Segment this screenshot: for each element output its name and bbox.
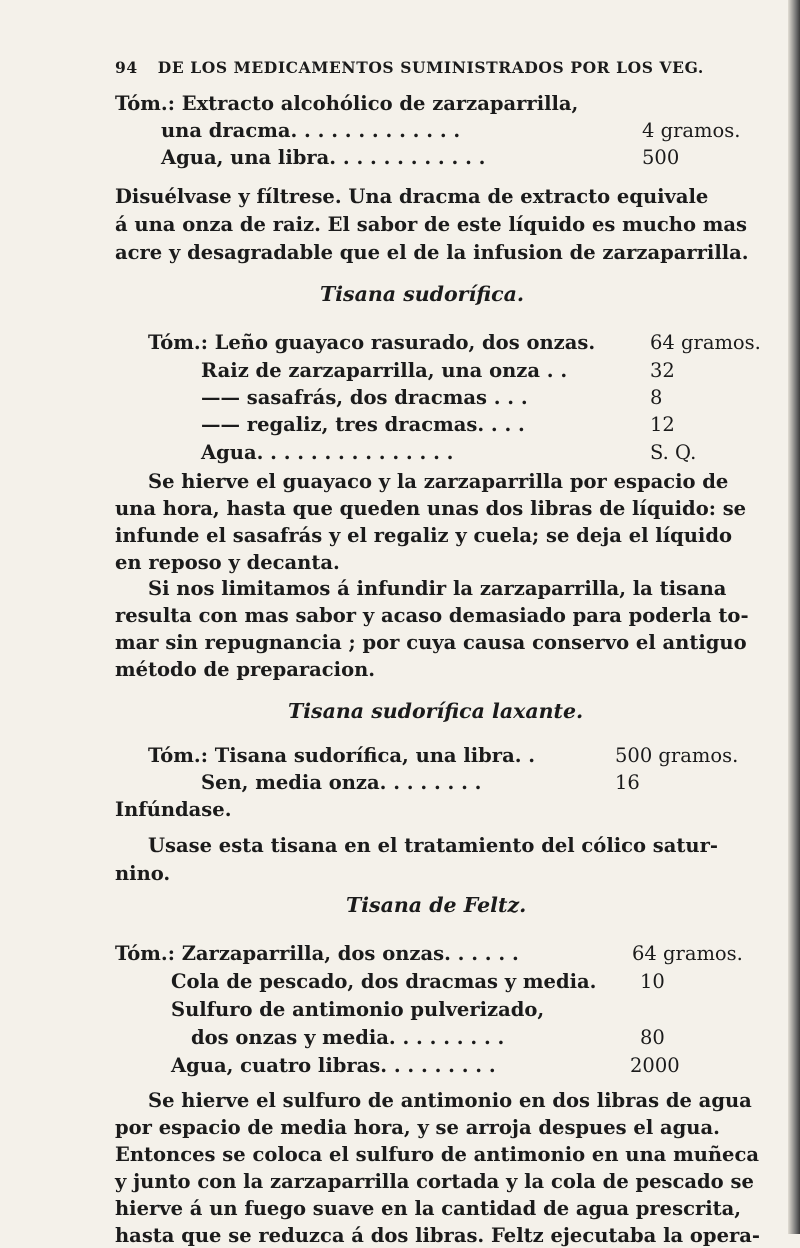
recipe3-line1: Tóm.: Tisana sudorífica, una libra. . (148, 744, 536, 767)
heading-tisana-de-feltz: Tisana de Feltz. (346, 893, 527, 917)
recipe2-line3-amount: 8 (650, 386, 663, 409)
recipe4-line4: dos onzas y media. . . . . . . . . (191, 1026, 505, 1049)
recipe4-line2: Cola de pescado, dos dracmas y media. (171, 970, 597, 993)
recipe3-instruction: Infúndase. (115, 798, 232, 821)
recipe4-line5: Agua, cuatro libras. . . . . . . . . (171, 1054, 496, 1077)
running-title: DE LOS MEDICAMENTOS SUMINISTRADOS POR LOS VEG. (157, 58, 704, 77)
recipe4-line1-amount: 64 gramos. (632, 942, 743, 965)
recipe2-line3: —— sasafrás, dos dracmas . . . (201, 386, 528, 409)
recipe1-line3-amount: 500 (642, 146, 680, 169)
recipe1-line2: una dracma. . . . . . . . . . . . . (161, 119, 461, 142)
para1-line3: acre y desagradable que el de la infusion de zarzaparrilla. (115, 241, 749, 264)
heading-tisana-sudorifica: Tisana sudorífica. (320, 282, 525, 306)
para3-line3: mar sin repugnancia ; por cuya causa conservo el antiguo (115, 631, 747, 654)
para3-line2: resulta con mas sabor y acaso demasiado para poderla to- (115, 604, 749, 627)
running-header (115, 58, 755, 77)
para5-line5: hierve á un fuego suave en la cantidad de agua prescrita, (115, 1197, 742, 1220)
para3-line1: Si nos limitamos á infundir la zarzaparrilla, la tisana (148, 577, 727, 600)
para1-line1: Disuélvase y fíltrese. Una dracma de extracto equivale (115, 185, 709, 208)
recipe4-line3: Sulfuro de antimonio pulverizado, (171, 998, 545, 1021)
para5-line4: y junto con la zarzaparrilla cortada y la cola de pescado se (115, 1170, 754, 1193)
para3-line4: método de preparacion. (115, 658, 376, 681)
para5-line3: Entonces se coloca el sulfuro de antimonio en una muñeca (115, 1143, 759, 1166)
recipe4-line5-amount: 2000 (630, 1054, 680, 1077)
para2-line3: infunde el sasafrás y el regaliz y cuela; se deja el líquido (115, 524, 732, 547)
recipe4-line1: Tóm.: Zarzaparrilla, dos onzas. . . . . . (115, 942, 519, 965)
para4-line2: nino. (115, 862, 171, 885)
recipe3-line2-amount: 16 (615, 771, 640, 794)
heading-tisana-sudorifica-laxante: Tisana sudorífica laxante. (288, 699, 584, 723)
para2-line4: en reposo y decanta. (115, 551, 340, 574)
recipe3-line1-amount: 500 gramos. (615, 744, 739, 767)
recipe2-line4-amount: 12 (650, 413, 675, 436)
recipe2-line2-amount: 32 (650, 359, 675, 382)
para5-line6: hasta que se reduzca á dos libras. Feltz ejecutaba la opera- (115, 1224, 760, 1247)
recipe3-line2: Sen, media onza. . . . . . . . (201, 771, 482, 794)
recipe1-line1: Tóm.: Extracto alcohólico de zarzaparrilla, (115, 92, 579, 115)
page-number: 94 (115, 58, 138, 77)
para1-line2: á una onza de raiz. El sabor de este líquido es mucho mas (115, 213, 748, 236)
para5-line2: por espacio de media hora, y se arroja despues el agua. (115, 1116, 720, 1139)
recipe2-line1: Tóm.: Leño guayaco rasurado, dos onzas. (148, 331, 596, 354)
recipe2-line4: —— regaliz, tres dracmas. . . . (201, 413, 525, 436)
para2-line1: Se hierve el guayaco y la zarzaparrilla por espacio de (148, 470, 729, 493)
recipe2-line2: Raiz de zarzaparrilla, una onza . . (201, 359, 568, 382)
para5-line1: Se hierve el sulfuro de antimonio en dos libras de agua (148, 1089, 752, 1112)
recipe2-line1-amount: 64 gramos. (650, 331, 761, 354)
recipe1-line2-amount: 4 gramos. (642, 119, 741, 142)
recipe4-line2-amount: 10 (640, 970, 665, 993)
book-gutter-edge (788, 0, 800, 1234)
para2-line2: una hora, hasta que queden unas dos libras de líquido: se (115, 497, 747, 520)
recipe2-line5: Agua. . . . . . . . . . . . . . . (201, 441, 454, 464)
recipe2-line5-amount: S. Q. (650, 441, 697, 464)
para4-line1: Usase esta tisana en el tratamiento del cólico satur- (148, 834, 718, 857)
recipe1-line3: Agua, una libra. . . . . . . . . . . . (161, 146, 486, 169)
recipe4-line4-amount: 80 (640, 1026, 665, 1049)
